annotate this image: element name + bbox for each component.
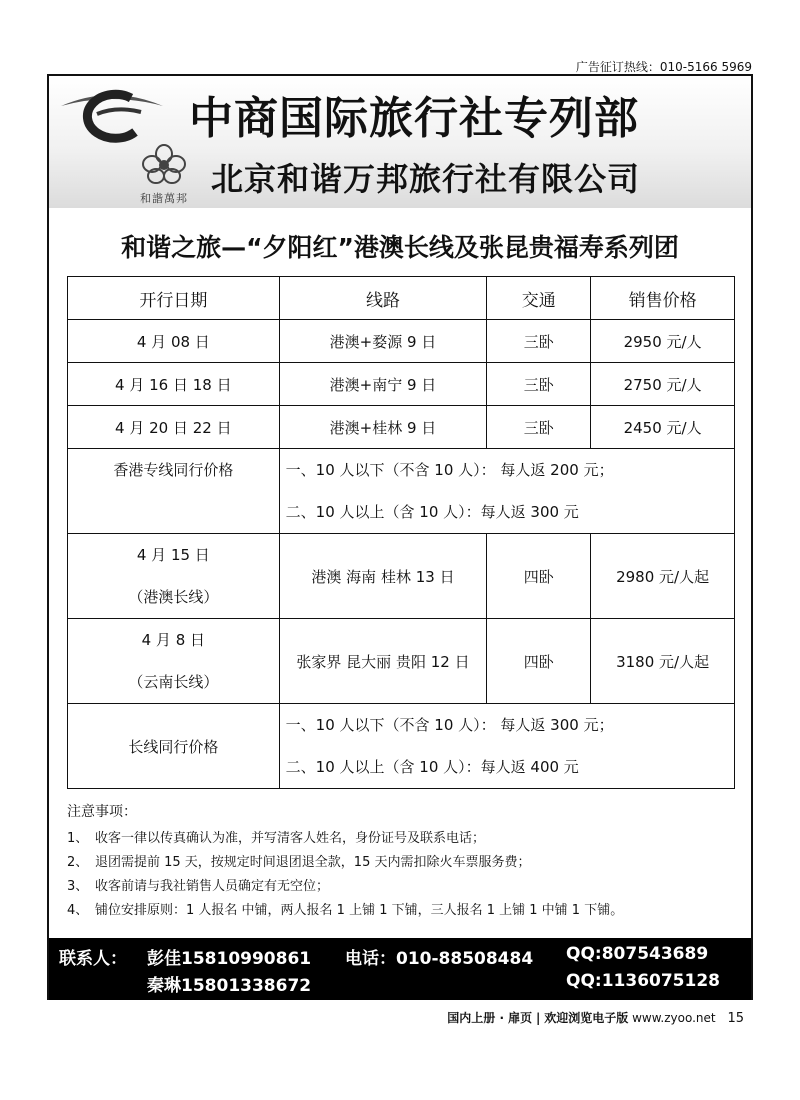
long-peer-row: [68, 704, 735, 789]
row-price: 3180 元/人起: [591, 619, 735, 704]
row-transport: 四卧: [487, 534, 591, 619]
contact-person-1: 彭佳15810990861: [147, 949, 312, 969]
row-date: 4 月 15 日: [136, 546, 210, 564]
long-peer-line1: 一、10 人以下（不含 10 人）： 每人返 300 元；: [285, 716, 614, 734]
note-number: 2、: [67, 855, 89, 870]
company-name: 北京和谐万邦旅行社有限公司: [211, 160, 641, 198]
row-route: 港澳+南宁 9 日: [279, 363, 487, 406]
row-price: 2950 元/人: [591, 320, 735, 363]
ad-frame: [47, 74, 753, 1000]
long-peer-line2: 二、10 人以上（含 10 人）：每人返 400 元: [285, 758, 579, 776]
table-row: [68, 534, 735, 619]
swoosh-logo-icon: [57, 84, 167, 144]
hk-peer-label-cell: [68, 449, 280, 534]
contact-person-2: 秦琳15801338672: [147, 976, 312, 996]
footer-section: 国内上册 · 扉页: [447, 1011, 533, 1025]
page-footer: [447, 1009, 744, 1026]
row-price: 2450 元/人: [591, 406, 735, 449]
flower-logo-icon: [140, 144, 188, 184]
row-date: 4 月 16 日 18 日: [68, 363, 280, 406]
table-header-row: [68, 277, 735, 320]
page-number: 15: [727, 1011, 744, 1026]
notes-section: [67, 801, 623, 923]
harmony-logo: [127, 144, 201, 206]
footer-url[interactable]: www.zyoo.net: [632, 1011, 716, 1025]
notes-title: 注意事项：: [67, 804, 137, 820]
row-date: 4 月 08 日: [68, 320, 280, 363]
header-route: 线路: [279, 277, 487, 320]
hk-peer-line1: 一、10 人以下（不含 10 人）： 每人返 200 元；: [285, 461, 614, 479]
contact-phone: 电话：010-88508484: [345, 949, 534, 969]
logo-text: 和諧萬邦: [140, 192, 188, 205]
row-price: 2750 元/人: [591, 363, 735, 406]
footer-divider: |: [536, 1011, 541, 1025]
note-item: [67, 827, 623, 851]
row-route: 港澳 海南 桂林 13 日: [279, 534, 487, 619]
note-text: 收客一律以传真确认为准，并写清客人姓名，身份证号及联系电话；: [95, 831, 486, 846]
table-row: [68, 363, 735, 406]
note-text: 收客前请与我社销售人员确定有无空位；: [95, 879, 330, 894]
table-row: [68, 406, 735, 449]
ad-hotline: 广告征订热线：010-5166 5969: [575, 60, 752, 74]
hk-peer-line2: 二、10 人以上（含 10 人）：每人返 300 元: [285, 503, 579, 521]
row-price: 2980 元/人起: [591, 534, 735, 619]
note-number: 4、: [67, 903, 89, 918]
row-date-sub: （港澳长线）: [128, 588, 219, 606]
note-item: [67, 899, 623, 923]
contact-qq-2: QQ:1136075128: [566, 971, 720, 991]
header-date: 开行日期: [68, 277, 280, 320]
table-row: [68, 619, 735, 704]
note-number: 1、: [67, 831, 89, 846]
long-peer-label: 长线同行价格: [68, 704, 280, 789]
row-route: 港澳+婺源 9 日: [279, 320, 487, 363]
contact-bar: [49, 938, 751, 1000]
hk-peer-terms: [279, 449, 734, 534]
main-title: 中商国际旅行社专列部: [189, 93, 639, 144]
row-date-sub: （云南长线）: [128, 673, 219, 691]
footer-welcome: 欢迎浏览电子版: [544, 1011, 629, 1025]
note-item: [67, 875, 623, 899]
tour-subtitle: 和谐之旅—“夕阳红”港澳长线及张昆贵福寿系列团: [121, 233, 679, 262]
header-band: [49, 76, 751, 208]
contact-qq-1: QQ:807543689: [566, 944, 709, 964]
row-date: 4 月 8 日: [141, 631, 206, 649]
row-date: 4 月 20 日 22 日: [68, 406, 280, 449]
note-number: 3、: [67, 879, 89, 894]
note-text: 退团需提前 15 天，按规定时间退团退全款，15 天内需扣除火车票服务费；: [95, 855, 531, 870]
note-text: 铺位安排原则：1 人报名 中铺，两人报名 1 上铺 1 下铺，三人报名 1 上铺 1 中铺 1 下铺。: [95, 903, 624, 918]
row-route: 张家界 昆大丽 贵阳 12 日: [279, 619, 487, 704]
table-row: [68, 320, 735, 363]
header-price: 销售价格: [591, 277, 735, 320]
row-transport: 三卧: [487, 406, 591, 449]
row-transport: 三卧: [487, 320, 591, 363]
route-table: [67, 276, 735, 789]
hk-peer-label: 香港专线同行价格: [113, 461, 234, 479]
long-peer-terms: [279, 704, 734, 789]
row-date-cell: [68, 619, 280, 704]
row-date-cell: [68, 534, 280, 619]
note-item: [67, 851, 623, 875]
row-transport: 四卧: [487, 619, 591, 704]
contact-label: 联系人：: [59, 949, 127, 969]
row-route: 港澳+桂林 9 日: [279, 406, 487, 449]
header-transport: 交通: [487, 277, 591, 320]
hk-peer-row: [68, 449, 735, 534]
row-transport: 三卧: [487, 363, 591, 406]
